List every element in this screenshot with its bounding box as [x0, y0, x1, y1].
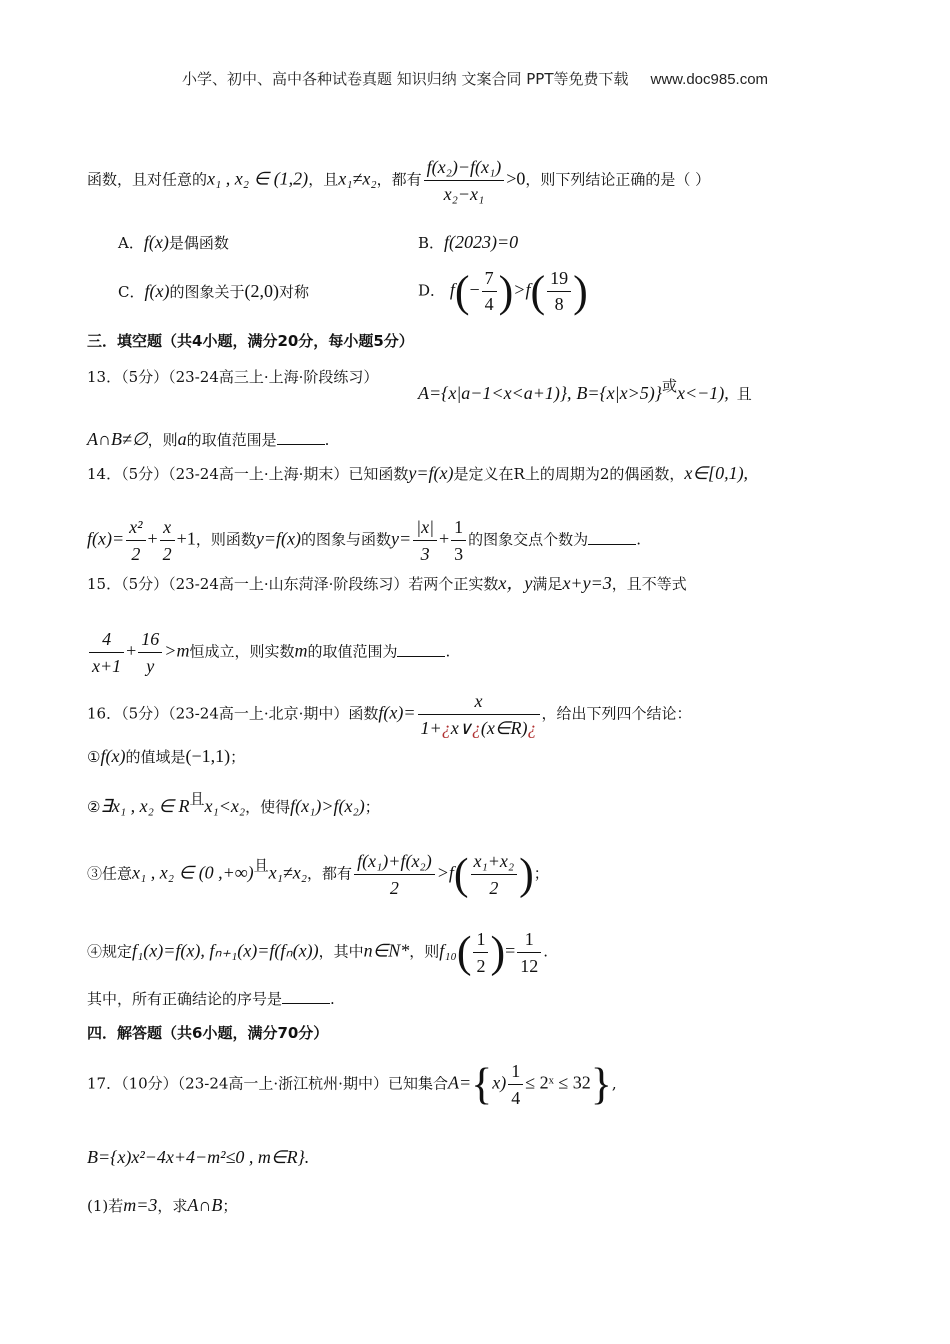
q16-final [87, 988, 335, 1010]
option-d-lparen: ( [454, 267, 470, 316]
q16-c2d: ； [364, 798, 380, 816]
q15-t4: 的取值范围为 [307, 642, 398, 661]
q16-c4fd: 2 [476, 956, 486, 976]
q17-frac [508, 1060, 523, 1109]
q16-c4m2: n∈N* [363, 940, 410, 961]
q15-frac1 [89, 628, 124, 677]
option-c-label: C． [118, 283, 145, 301]
q14-head: 14．（5分）（23-24高一上·上海·期末）已知函数 [87, 465, 409, 483]
q17-set-b: B={x)x²−4x+4−m²≤0 , m∈R}. [87, 1147, 310, 1167]
option-d-rparen: ) [498, 267, 514, 316]
q17-p1m2: A∩B [187, 1195, 223, 1215]
q15-f1d: x+1 [92, 656, 122, 676]
q14-frac3 [413, 516, 437, 565]
option-d-rparen2: ) [573, 267, 588, 316]
q16-c2c: ，使得 [245, 798, 291, 816]
q16-c1b: 的值域是 [125, 748, 186, 766]
q17-p1b: ，求 [157, 1197, 188, 1215]
q17-p1m: m=3 [123, 1195, 158, 1215]
option-d [418, 266, 588, 317]
q16-c3m: x₁ , x₂ ∈ (0 ,+∞) [132, 862, 254, 883]
section-3-title: 三．填空题（共4小题，满分20分，每小题5分） [87, 332, 414, 350]
q16-tail: ，给出下列四个结论： [541, 704, 692, 723]
section-4-title: 四．解答题（共6小题，满分70分） [87, 1024, 329, 1042]
option-d-n2: 19 [547, 268, 571, 292]
q15-blank [397, 642, 445, 657]
q15-end: . [445, 642, 451, 661]
q15-t3: 恒成立，则实数 [189, 642, 295, 661]
q16-num: x [418, 690, 540, 715]
q16-c1c: ； [230, 748, 246, 766]
q16-c3d: ； [533, 864, 549, 883]
q16-c3m2: x₁≠x₂ [268, 862, 308, 883]
q16-c4b: ，其中 [318, 942, 364, 961]
q14-frac4 [451, 516, 466, 565]
q16-den-r1: ¿ [441, 718, 451, 738]
option-d-lparen2: ( [530, 267, 546, 316]
q16-c3a: ③任意 [87, 864, 133, 883]
q14-m3: y=f(x) [255, 528, 301, 549]
q16-fraction [418, 690, 540, 739]
q17-ineq: ≤ 2ˣ ≤ 32 [525, 1072, 591, 1093]
q16-head: 16．（5分）（23-24高一上·北京·期中）函数 [87, 704, 379, 723]
q16-c4-lparen: ( [456, 927, 472, 977]
option-d-frac1 [482, 268, 497, 315]
q17-inner: x) [492, 1072, 507, 1093]
q13-cond: A∩B≠∅ [87, 429, 148, 449]
option-d-neg: − [469, 279, 480, 300]
option-c-text1: 的图象关于 [169, 283, 245, 301]
q15-line2 [87, 628, 450, 677]
option-a-text: 是偶函数 [168, 234, 229, 252]
q13-line2 [87, 428, 329, 451]
q16-c2b: 且 [189, 790, 205, 808]
option-d-label: D． [418, 281, 446, 300]
q16-c2m: ∃x₁ , x₂ ∈ R [100, 796, 190, 816]
q14-end: . [636, 530, 641, 549]
q15-f1n: 4 [89, 628, 124, 653]
q15-t2: ，且不等式 [611, 575, 687, 593]
q13-tail1: x<−1), [676, 383, 729, 403]
q16-c1a: ① [87, 748, 101, 766]
q16-c4-frac1 [473, 928, 488, 977]
q15-line1 [87, 572, 687, 595]
q16-c4rd: 12 [520, 956, 539, 976]
q12-have: ，都有 [376, 170, 422, 189]
q16-c3gd: 2 [489, 878, 499, 898]
q12-tail: ，则下列结论正确的是（ ） [525, 170, 711, 189]
q16-claim2 [87, 788, 380, 818]
q13-set-a: A={x|a−1<x<a+1)}, [418, 383, 572, 403]
q14-line1 [87, 462, 748, 485]
q17-p1a: (1)若 [87, 1197, 124, 1215]
q14-t2: ，则函数 [195, 530, 256, 549]
q16-c3-rparen: ) [519, 849, 534, 899]
q12-frac-num: f(x₂)−f(x₁) [424, 156, 505, 181]
q13-line2a: ，则 [147, 431, 178, 449]
q13-or: 或 [661, 377, 677, 395]
q15-y: y [524, 573, 533, 593]
q14-f3d: 3 [420, 544, 430, 564]
q12-lead: 函数，且对任意的 [87, 170, 208, 189]
q16-c3c: ，都有 [307, 864, 353, 883]
q16-c3gt: >f [436, 862, 454, 883]
option-d-n1: 7 [482, 268, 497, 292]
q16-c1m: f(x) [100, 746, 126, 766]
q16-den-r3: ¿ [527, 718, 537, 738]
q16-c4-frac2 [517, 928, 541, 977]
q14-f2d: 2 [162, 544, 172, 564]
q16-c4a: ④规定 [87, 942, 133, 961]
q13-line2c: 的取值范围是 [186, 431, 277, 449]
q16-blank [282, 989, 330, 1004]
q14-f3n: |x| [413, 516, 437, 541]
option-d-d1: 4 [484, 294, 494, 314]
q13-head: 13．（5分）（23-24高三上·上海·阶段练习） [87, 368, 379, 386]
q16-den-b: x∨ [450, 718, 472, 738]
page-header [0, 68, 950, 89]
q16-c4end: . [543, 942, 549, 961]
option-b-math: f(2023)=0 [444, 232, 519, 252]
q13-blank [277, 430, 325, 445]
q14-m2: x∈[0,1), [684, 463, 749, 483]
q15-x: x， [498, 573, 525, 593]
q17-head: 17．（10分）（23-24高一上·浙江杭州·期中）已知集合 [87, 1074, 448, 1093]
q13-tail2: 且 [736, 385, 752, 403]
q16-c4rn: 1 [517, 928, 541, 953]
q13-set-b: B={x|x>5)} [576, 383, 662, 403]
q15-plus: + [126, 640, 137, 661]
q16-fx: f(x)= [378, 702, 416, 723]
q15-t1: 满足 [532, 575, 563, 593]
q14-m4: y= [390, 528, 412, 549]
q17-set-a: A= [447, 1072, 472, 1093]
option-c-text2: 对称 [278, 283, 309, 301]
q16-c2m2: x₁<x₂ [204, 796, 246, 816]
q14-t1: 是定义在R上的周期为2的偶函数， [453, 465, 685, 483]
q16-claim3 [87, 850, 549, 899]
q14-frac1 [126, 516, 145, 565]
q16-c3gn: x₁+x₂ [471, 850, 518, 875]
q14-f4d: 3 [454, 544, 464, 564]
q15-eq: x+y=3 [562, 573, 612, 593]
q14-plus2: + [439, 528, 450, 549]
q15-f2d: y [146, 656, 155, 676]
q17-fd: 4 [511, 1088, 521, 1108]
q16-den-r2: ¿ [471, 718, 481, 738]
q17-line1 [87, 1060, 617, 1109]
q12-vars: x₁ , x₂ ∈ (1,2) [207, 168, 309, 189]
q16-c3fn: f(x₁)+f(x₂) [354, 850, 435, 875]
option-b [418, 232, 518, 253]
q15-f2n: 16 [138, 628, 162, 653]
q16-c4c: ，则 [409, 942, 440, 961]
q17-p1c: ； [222, 1197, 238, 1215]
q16-final-text: 其中，所有正确结论的序号是 [87, 990, 283, 1008]
q16-c3fd: 2 [389, 878, 399, 898]
option-c-math: f(x) [144, 281, 170, 301]
option-a-label: A． [118, 234, 144, 252]
q16-c4m: f₁(x)=f(x), fₙ₊₁(x)=f(fₙ(x)) [132, 940, 319, 961]
q16-c4m3: f₁₀ [439, 940, 457, 961]
option-d-d2: 8 [554, 294, 564, 314]
q12-stem [87, 156, 710, 205]
q15-frac2 [138, 628, 162, 677]
q16-c2a: ② [87, 798, 101, 816]
q15-gt: >m [164, 640, 190, 661]
q14-t3: 的图象与函数 [300, 530, 391, 549]
q16-den-a: 1+ [420, 718, 442, 738]
q16-c2m3: f(x₁)>f(x₂) [290, 796, 365, 816]
q16-c1m2: (−1,1) [185, 746, 231, 766]
q16-c4fn: 1 [473, 928, 488, 953]
q13-sets [418, 375, 752, 405]
q14-t4: 的图象交点个数为 [468, 530, 589, 549]
q17-close: , [611, 1074, 617, 1093]
q14-f1d: 2 [131, 544, 141, 564]
q14-plus: + [147, 528, 158, 549]
q14-line2 [87, 516, 641, 565]
q17-lbrace: { [471, 1059, 493, 1109]
q14-f4n: 1 [451, 516, 466, 541]
option-a-math: f(x) [143, 232, 169, 252]
q16-den-c: (x∈R) [480, 718, 528, 738]
q14-f1n: x² [126, 516, 145, 541]
q17-line2 [87, 1146, 309, 1169]
q12-neq: x₁≠x₂ [338, 168, 377, 189]
q12-gt0: >0 [506, 168, 526, 189]
q17-rbrace: } [590, 1059, 612, 1109]
q13-end: . [324, 431, 330, 449]
option-c [118, 281, 309, 302]
q14-p1: +1 [176, 528, 196, 549]
q12-fraction [424, 156, 505, 205]
header-site: www.doc985.com [650, 71, 769, 88]
q16-den [418, 715, 540, 739]
q16-c3b: 且 [253, 856, 269, 875]
option-a [118, 232, 229, 253]
q12-and: ，且 [308, 170, 339, 189]
option-b-label: B． [418, 234, 445, 252]
q15-m: m [294, 640, 308, 661]
q16-c3-frac1 [354, 850, 435, 899]
option-d-frac2 [547, 268, 571, 315]
header-text: 小学、初中、高中各种试卷真题 知识归纳 文案合同 PPT等免费下载 [181, 70, 629, 88]
q16-c3-frac2 [471, 850, 518, 899]
q16-c3-lparen: ( [453, 849, 469, 899]
q14-blank [588, 530, 636, 545]
q15-head: 15．（5分）（23-24高一上·山东菏泽·阶段练习）若两个正实数 [87, 575, 499, 593]
q13-var-a: a [177, 429, 187, 449]
q14-frac2 [160, 516, 175, 565]
q13-line1 [87, 366, 378, 388]
q14-fx: f(x)= [87, 528, 125, 549]
q16-c4eq: = [505, 940, 516, 961]
q17-part1 [87, 1194, 237, 1217]
q14-m1: y=f(x) [408, 463, 454, 483]
option-c-math2: (2,0) [244, 281, 279, 301]
option-d-gt: >f [513, 279, 531, 300]
q14-f2n: x [160, 516, 175, 541]
q12-frac-den: x₂−x₁ [443, 184, 485, 204]
q16-c4-rparen: ) [490, 927, 506, 977]
q16-line1 [87, 690, 692, 739]
q16-claim4 [87, 928, 548, 977]
option-d-f1: f [449, 279, 455, 300]
q16-final-end: . [330, 990, 335, 1008]
q16-claim1 [87, 745, 245, 768]
q17-fn: 1 [508, 1060, 523, 1085]
